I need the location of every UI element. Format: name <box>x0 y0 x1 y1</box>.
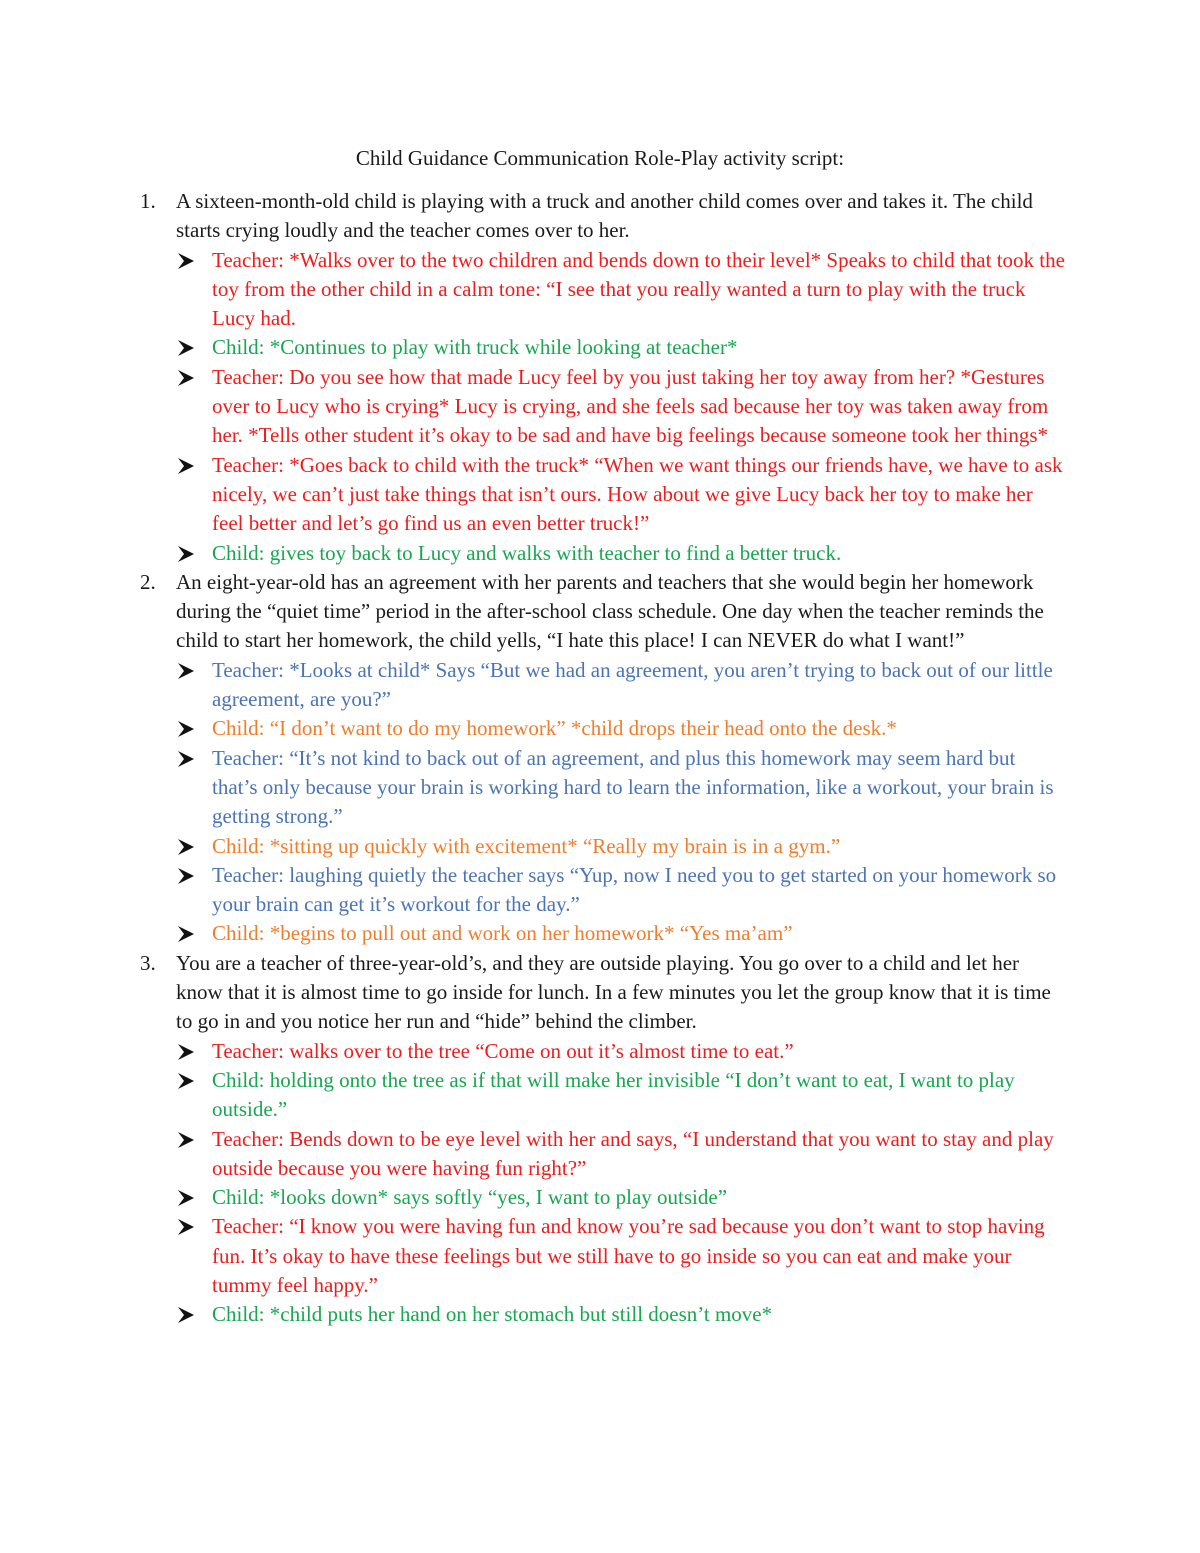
dialogue-text: Teacher: *Goes back to child with the truck* “When we want things our friends have, we have to ask nicely, we can’t just take things that isn’t ours. How about we give Lucy back her toy to make her feel better and let’s go find us an even better truck!” <box>212 452 1063 536</box>
dialogue-text: Teacher: Bends down to be eye level with her and says, “I understand that you want to stay and play outside because you were having fun right?” <box>212 1126 1054 1180</box>
arrowhead-bullet-icon <box>176 867 196 885</box>
dialogue-text: Child: “I don’t want to do my homework” *child drops their head onto the desk.* <box>212 716 897 741</box>
dialogue-line-child <box>176 333 1065 362</box>
dialogue-text: Child: gives toy back to Lucy and walks with teacher to find a better truck. <box>212 540 842 565</box>
dialogue-line-child <box>176 832 1065 861</box>
arrowhead-bullet-icon <box>176 457 196 475</box>
arrowhead-bullet-icon <box>176 339 196 357</box>
dialogue-line-teacher <box>176 656 1065 715</box>
dialogue-text: Teacher: walks over to the tree “Come on out it’s almost time to eat.” <box>212 1038 794 1063</box>
dialogue-line-child <box>176 1183 1065 1212</box>
arrowhead-bullet-icon <box>176 1218 196 1236</box>
scenario-number: 1. <box>140 189 156 213</box>
arrowhead-bullet-icon <box>176 369 196 387</box>
scenario-number: 2. <box>140 569 156 594</box>
dialogue-text: Teacher: *Walks over to the two children and bends down to their level* Speaks to child that took the toy from the other child in a calm tone: “I see that you really wanted a turn to play with the truck Lucy had. <box>212 247 1065 331</box>
dialogue-text: Child: *child puts her hand on her stomach but still doesn’t move* <box>212 1302 773 1327</box>
dialogue-text: Child: *looks down* says softly “yes, I want to play outside” <box>212 1185 728 1210</box>
scenario-description: You are a teacher of three-year-old’s, and they are outside playing. You go over to a child and let her know that it is almost time to go inside for lunch. In a few minutes you let the group know that it is time to go in and you notice her run and “hide” behind the climber. <box>176 950 1051 1034</box>
scenario-1 <box>140 187 1065 568</box>
dialogue-line-teacher <box>176 451 1065 539</box>
document-title: Child Guidance Communication Role-Play activity script: <box>355 146 845 170</box>
arrowhead-bullet-icon <box>176 750 196 768</box>
dialogue-line-child <box>176 1066 1065 1125</box>
dialogue-line-teacher <box>176 363 1065 451</box>
arrowhead-bullet-icon <box>176 1131 196 1149</box>
arrowhead-bullet-icon <box>176 252 196 270</box>
dialogue-line-child <box>176 919 1065 948</box>
dialogue-line-teacher <box>176 246 1065 334</box>
scenario-list <box>140 187 1065 1330</box>
dialogue-list <box>176 1037 1065 1330</box>
dialogue-text: Teacher: “I know you were having fun and know you’re sad because you don’t want to stop having fun. It’s okay to have these feelings but we still have to go inside so you can eat and make your tummy feel happy.” <box>212 1214 1045 1297</box>
dialogue-line-child <box>176 714 1065 743</box>
dialogue-line-child <box>176 1300 1065 1329</box>
arrowhead-bullet-icon <box>176 1043 196 1061</box>
dialogue-text: Child: *begins to pull out and work on her homework* “Yes ma’am” <box>212 921 793 946</box>
arrowhead-bullet-icon <box>176 838 196 856</box>
arrowhead-bullet-icon <box>176 1189 196 1207</box>
arrowhead-bullet-icon <box>176 1306 196 1324</box>
dialogue-text: Teacher: Do you see how that made Lucy feel by you just taking her toy away from her? *Gestures over to Lucy who is crying* Lucy is crying, and she feels sad because her toy was taken away from her. *Tells other student it’s okay to be sad and have big feelings because someone took her things* <box>212 364 1049 448</box>
arrowhead-bullet-icon <box>176 720 196 738</box>
arrowhead-bullet-icon <box>176 545 196 563</box>
dialogue-text: Child: *sitting up quickly with excitement* “Really my brain is in a gym.” <box>212 833 841 858</box>
dialogue-text: Teacher: laughing quietly the teacher says “Yup, now I need you to get started on your homework so your brain can get it’s workout for the day.” <box>212 862 1057 917</box>
arrowhead-bullet-icon <box>176 1072 196 1090</box>
dialogue-line-teacher <box>176 1212 1065 1300</box>
arrowhead-bullet-icon <box>176 925 196 943</box>
dialogue-line-child <box>176 539 1065 568</box>
dialogue-text: Teacher: *Looks at child* Says “But we had an agreement, you aren’t trying to back out of our little agreement, are you?” <box>212 657 1053 712</box>
dialogue-text: Child: holding onto the tree as if that will make her invisible “I don’t want to eat, I want to play outside.” <box>212 1067 1015 1122</box>
dialogue-line-teacher <box>176 1037 1065 1066</box>
dialogue-line-teacher <box>176 1125 1065 1184</box>
dialogue-text: Child: *Continues to play with truck while looking at teacher* <box>212 335 738 360</box>
scenario-3 <box>140 949 1065 1330</box>
arrowhead-bullet-icon <box>176 662 196 680</box>
scenario-number: 3. <box>140 950 156 975</box>
scenario-2 <box>140 568 1065 949</box>
dialogue-line-teacher <box>176 861 1065 920</box>
dialogue-text: Teacher: “It’s not kind to back out of an agreement, and plus this homework may seem hard but that’s only because your brain is working hard to learn the information, like a workout, your brain is getting strong.” <box>212 745 1054 829</box>
dialogue-list <box>176 656 1065 949</box>
dialogue-line-teacher <box>176 744 1065 832</box>
scenario-description: An eight-year-old has an agreement with her parents and teachers that she would begin her homework during the “quiet time” period in the after-school class schedule. One day when the teacher reminds the child to start her homework, the child yells, “I hate this place! I can NEVER do what I want!” <box>176 569 1044 653</box>
scenario-description: A sixteen-month-old child is playing with a truck and another child comes over and takes it. The child starts crying loudly and the teacher comes over to her. <box>176 189 1033 243</box>
dialogue-list <box>176 246 1065 568</box>
